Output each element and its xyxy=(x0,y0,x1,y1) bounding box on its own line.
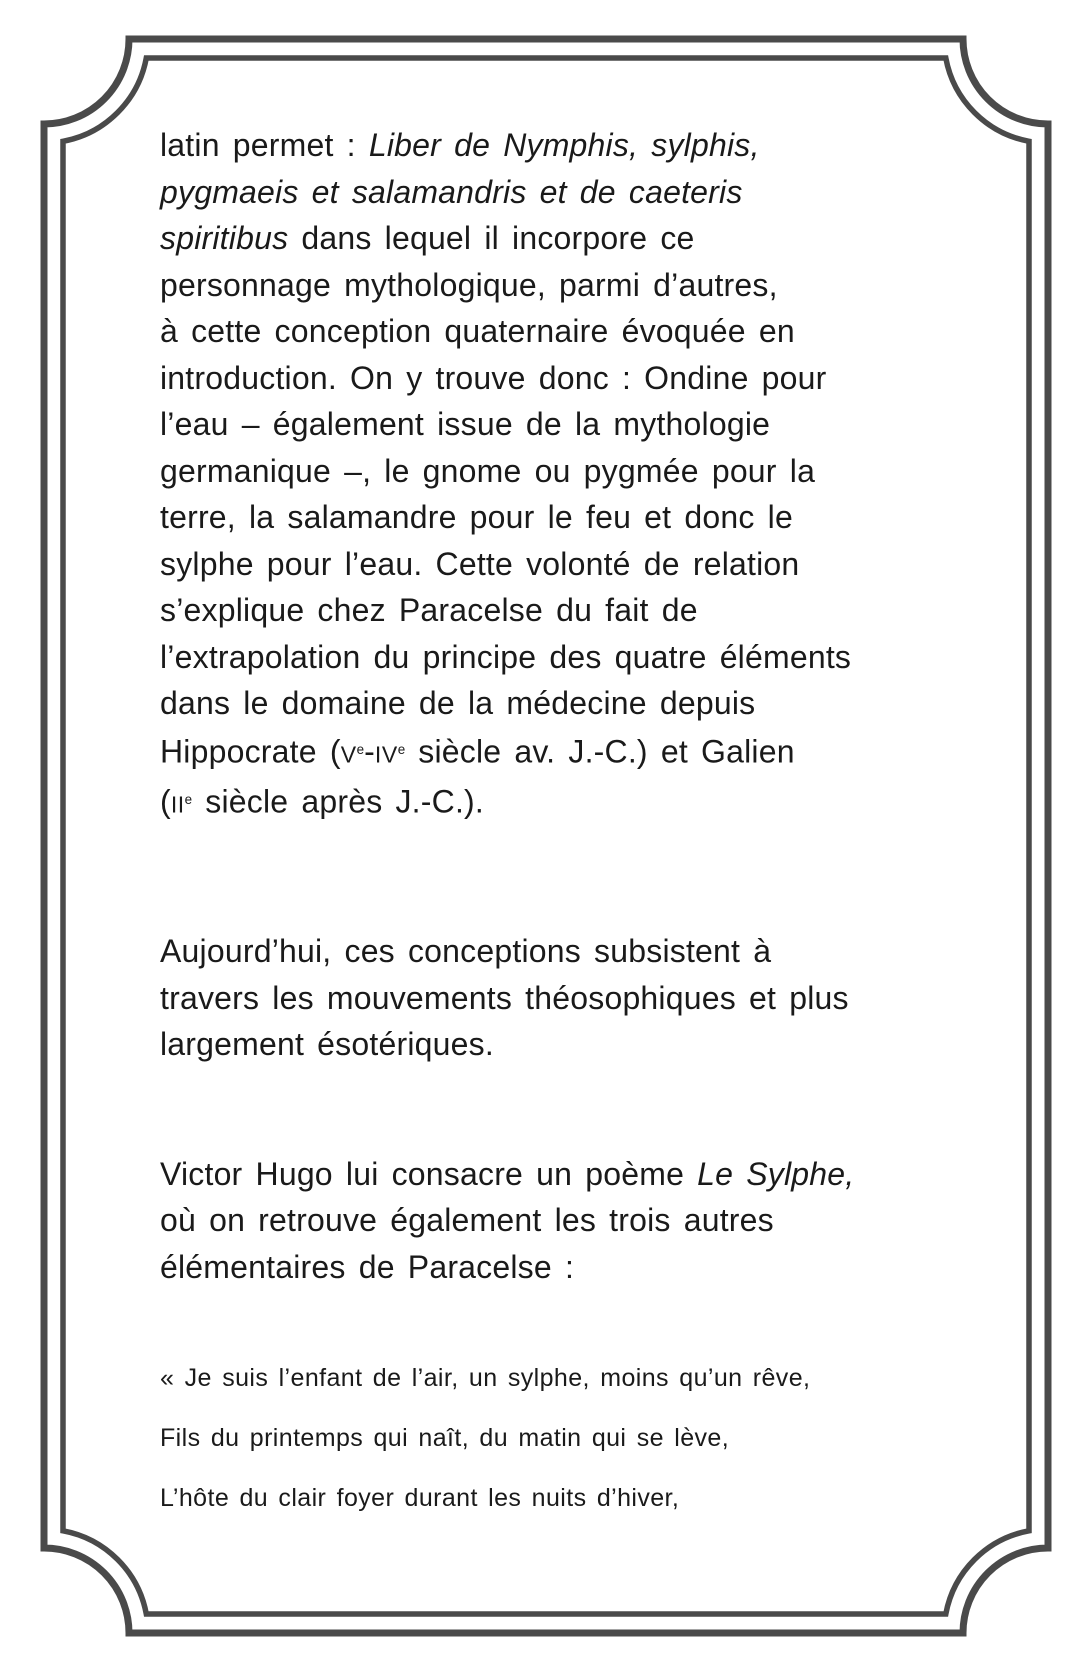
text-segment: e xyxy=(356,741,365,757)
text-line xyxy=(160,928,990,975)
text-segment: l’eau – également issue de la mythologie xyxy=(160,406,771,442)
paragraph-2 xyxy=(160,928,990,1068)
text-segment: spiritibus xyxy=(160,220,289,256)
text-segment: II xyxy=(170,791,185,818)
paragraph-3 xyxy=(160,1151,990,1291)
text-line xyxy=(160,355,990,402)
page-content xyxy=(160,122,990,1528)
text-segment: à cette conception quaternaire évoquée en xyxy=(160,313,795,349)
text-line xyxy=(160,727,990,778)
text-segment: Victor Hugo lui consacre un poème xyxy=(160,1155,698,1192)
text-line xyxy=(160,1021,990,1068)
text-segment: travers les mouvements théosophiques et plus xyxy=(160,979,849,1016)
text-line xyxy=(160,308,990,355)
text-segment: siècle après J.-C.). xyxy=(192,783,484,820)
text-line xyxy=(160,680,990,727)
text-line xyxy=(160,169,990,216)
text-segment: e xyxy=(184,792,193,808)
text-line xyxy=(160,1468,990,1528)
text-line xyxy=(160,1244,990,1291)
text-line xyxy=(160,401,990,448)
text-line xyxy=(160,634,990,681)
text-line xyxy=(160,541,990,588)
text-line xyxy=(160,587,990,634)
text-line xyxy=(160,1151,990,1198)
text-segment: l’extrapolation du principe des quatre éléments xyxy=(160,638,852,675)
text-segment: « Je suis l’enfant de l’air, un sylphe, moins qu’un rêve, xyxy=(160,1364,811,1393)
text-segment: siècle av. J.-C.) et Galien xyxy=(405,732,795,769)
text-segment: germanique –, le gnome ou pygmée pour la xyxy=(160,452,816,489)
text-segment: pygmaeis et salamandris et de caeteris xyxy=(160,173,743,210)
text-segment: personnage mythologique, parmi d’autres, xyxy=(160,266,778,303)
text-segment: e xyxy=(397,741,406,757)
text-segment: largement ésotériques. xyxy=(160,1026,494,1063)
text-line xyxy=(160,494,990,541)
text-line xyxy=(160,262,990,309)
poem-quote xyxy=(160,1348,990,1528)
text-segment: Liber de Nymphis, sylphis, xyxy=(368,127,760,163)
text-segment: latin permet : xyxy=(160,127,369,163)
text-segment: où on retrouve également les trois autres xyxy=(160,1202,774,1239)
text-segment: ( xyxy=(160,783,171,820)
text-segment: s’explique chez Paracelse du fait de xyxy=(160,592,698,628)
text-segment: L’hôte du clair foyer durant les nuits d’hiver, xyxy=(160,1484,680,1513)
text-segment: introduction. On y trouve donc : Ondine pour xyxy=(160,359,827,396)
text-segment: IV xyxy=(374,740,398,767)
text-segment: Fils du printemps qui naît, du matin qui se lève, xyxy=(160,1424,730,1453)
text-segment: terre, la salamandre pour le feu et donc le xyxy=(160,499,793,535)
text-segment: V xyxy=(340,740,357,767)
text-line xyxy=(160,122,990,169)
text-segment: dans le domaine de la médecine depuis xyxy=(160,685,756,721)
text-segment: dans lequel il incorpore ce xyxy=(288,220,695,256)
text-line xyxy=(160,1348,990,1408)
text-segment: Le Sylphe, xyxy=(697,1155,855,1192)
text-line xyxy=(160,1408,990,1468)
paragraph-1 xyxy=(160,122,990,828)
text-segment: Hippocrate ( xyxy=(160,732,341,769)
text-line xyxy=(160,975,990,1022)
text-segment: élémentaires de Paracelse : xyxy=(160,1248,575,1285)
text-segment: sylphe pour l’eau. Cette volonté de relation xyxy=(160,545,800,582)
text-line xyxy=(160,215,990,262)
text-line xyxy=(160,448,990,495)
text-segment: Aujourd’hui, ces conceptions subsistent à xyxy=(160,933,772,970)
text-line xyxy=(160,1197,990,1244)
text-segment: - xyxy=(364,732,375,769)
text-line xyxy=(160,777,990,828)
